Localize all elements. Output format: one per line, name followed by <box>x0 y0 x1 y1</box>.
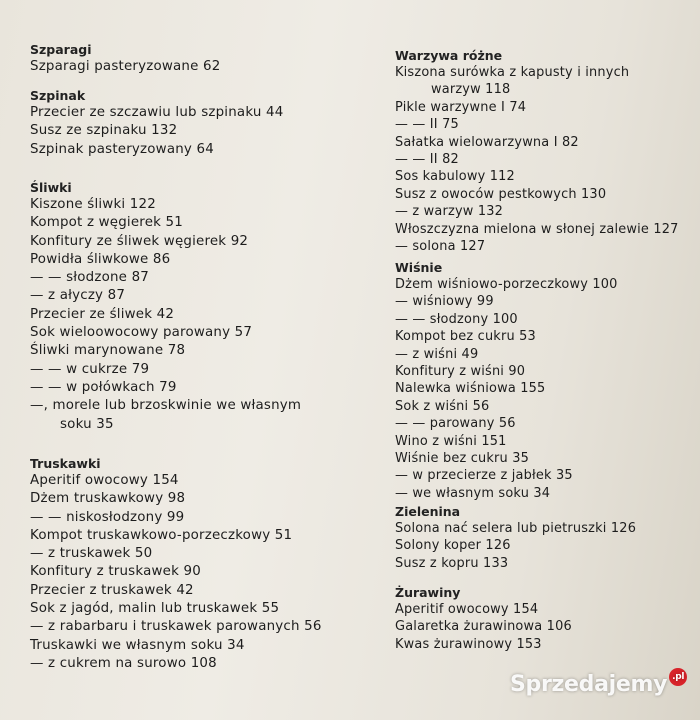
index-section <box>395 48 695 255</box>
index-entry: — — w cukrze 79 <box>30 361 150 377</box>
section-heading: Szparagi <box>30 42 92 57</box>
index-entry: — solona 127 <box>395 238 486 254</box>
index-entry: Wino z wiśni 151 <box>395 433 507 449</box>
index-entry: Susz ze szpinaku 132 <box>30 123 178 139</box>
index-entry: Śliwki marynowane 78 <box>30 343 186 359</box>
index-entry: — — II 75 <box>395 117 459 133</box>
index-entry: Powidła śliwkowe 86 <box>30 251 171 267</box>
index-entry: Kompot bez cukru 53 <box>395 329 536 345</box>
index-entry: Szpinak pasteryzowany 64 <box>30 141 214 157</box>
index-entry: — — słodzony 100 <box>395 311 518 327</box>
index-entry: Sałatka wielowarzywna I 82 <box>395 134 579 150</box>
index-entry: Nalewka wiśniowa 155 <box>395 381 546 397</box>
section-heading: Truskawki <box>30 456 101 471</box>
section-heading: Śliwki <box>30 180 72 195</box>
index-entry: Truskawki we własnym soku 34 <box>30 637 245 653</box>
index-entry: — z truskawek 50 <box>30 546 153 562</box>
index-entry: Kompot z węgierek 51 <box>30 215 183 231</box>
index-entry: Sos kabulowy 112 <box>395 169 515 185</box>
index-entry: Susz z owoców pestkowych 130 <box>395 186 607 202</box>
section-heading: Szpinak <box>30 88 86 103</box>
watermark-text: Sprzedajemy <box>510 672 668 697</box>
index-entry: Konfitury ze śliwek węgierek 92 <box>30 233 249 249</box>
index-entry: Szparagi pasteryzowane 62 <box>30 59 221 74</box>
index-entry: warzyw 118 <box>431 82 511 98</box>
watermark-badge: .pl <box>669 668 687 686</box>
index-entry: — wiśniowy 99 <box>395 294 494 310</box>
index-section <box>395 585 695 653</box>
index-entry: Wiśnie bez cukru 35 <box>395 450 530 466</box>
index-entry: — w przecierze z jabłek 35 <box>395 468 573 484</box>
index-entry: Konfitury z truskawek 90 <box>30 564 201 580</box>
index-entry: —, morele lub brzoskwinie we własnym <box>30 398 302 414</box>
index-entry: Dżem wiśniowo-porzeczkowy 100 <box>395 277 618 292</box>
index-entry: Kwas żurawinowy 153 <box>395 636 542 652</box>
index-entry: Sok z wiśni 56 <box>395 398 490 414</box>
index-entry: Sok wieloowocowy parowany 57 <box>30 325 253 341</box>
index-entry: — we własnym soku 34 <box>395 485 551 501</box>
index-entry: Solona nać selera lub pietruszki 126 <box>395 521 637 536</box>
index-entry: Susz z kopru 133 <box>395 555 509 571</box>
index-entry: Aperitif owocowy 154 <box>30 473 179 488</box>
section-heading: Zielenina <box>395 504 461 519</box>
index-entry: soku 35 <box>60 416 114 432</box>
index-entry: Solony koper 126 <box>395 538 511 554</box>
index-entry: Galaretka żurawinowa 106 <box>395 619 572 635</box>
index-section <box>395 260 695 502</box>
index-entry: Kompot truskawkowo-porzeczkowy 51 <box>30 527 293 543</box>
section-heading: Żurawiny <box>395 585 461 600</box>
section-heading: Warzywa różne <box>395 48 503 63</box>
index-entry: Aperitif owocowy 154 <box>395 602 539 617</box>
index-entry: — — niskosłodzony 99 <box>30 509 185 525</box>
index-entry: Przecier ze szczawiu lub szpinaku 44 <box>30 105 284 120</box>
index-section <box>30 42 375 76</box>
index-entry: — z rabarbaru i truskawek parowanych 56 <box>30 619 322 635</box>
index-section <box>30 180 375 434</box>
index-entry: — z warzyw 132 <box>395 204 504 220</box>
index-entry: — z ałyczy 87 <box>30 288 126 304</box>
index-entry: Sok z jagód, malin lub truskawek 55 <box>30 601 280 617</box>
index-section <box>30 88 375 159</box>
index-entry: — z wiśni 49 <box>395 346 479 362</box>
index-entry: Kiszona surówka z kapusty i innych <box>395 65 630 80</box>
index-entry: Konfitury z wiśni 90 <box>395 363 526 379</box>
index-entry: — — II 82 <box>395 151 459 167</box>
index-entry: Pikle warzywne I 74 <box>395 99 527 115</box>
index-section <box>395 504 695 572</box>
index-entry: — z cukrem na surowo 108 <box>30 655 217 671</box>
site-watermark <box>510 672 687 697</box>
index-entry: Kiszone śliwki 122 <box>30 197 156 212</box>
section-heading: Wiśnie <box>395 260 443 275</box>
index-entry: Przecier z truskawek 42 <box>30 582 194 598</box>
index-entry: — — słodzone 87 <box>30 270 150 286</box>
index-entry: — — w połówkach 79 <box>30 379 177 395</box>
index-entry: Dżem truskawkowy 98 <box>30 491 186 507</box>
index-entry: Przecier ze śliwek 42 <box>30 306 175 322</box>
index-entry: Włoszczyzna mielona w słonej zalewie 127 <box>395 221 679 237</box>
index-section <box>30 456 375 673</box>
index-entry: — — parowany 56 <box>395 416 516 432</box>
